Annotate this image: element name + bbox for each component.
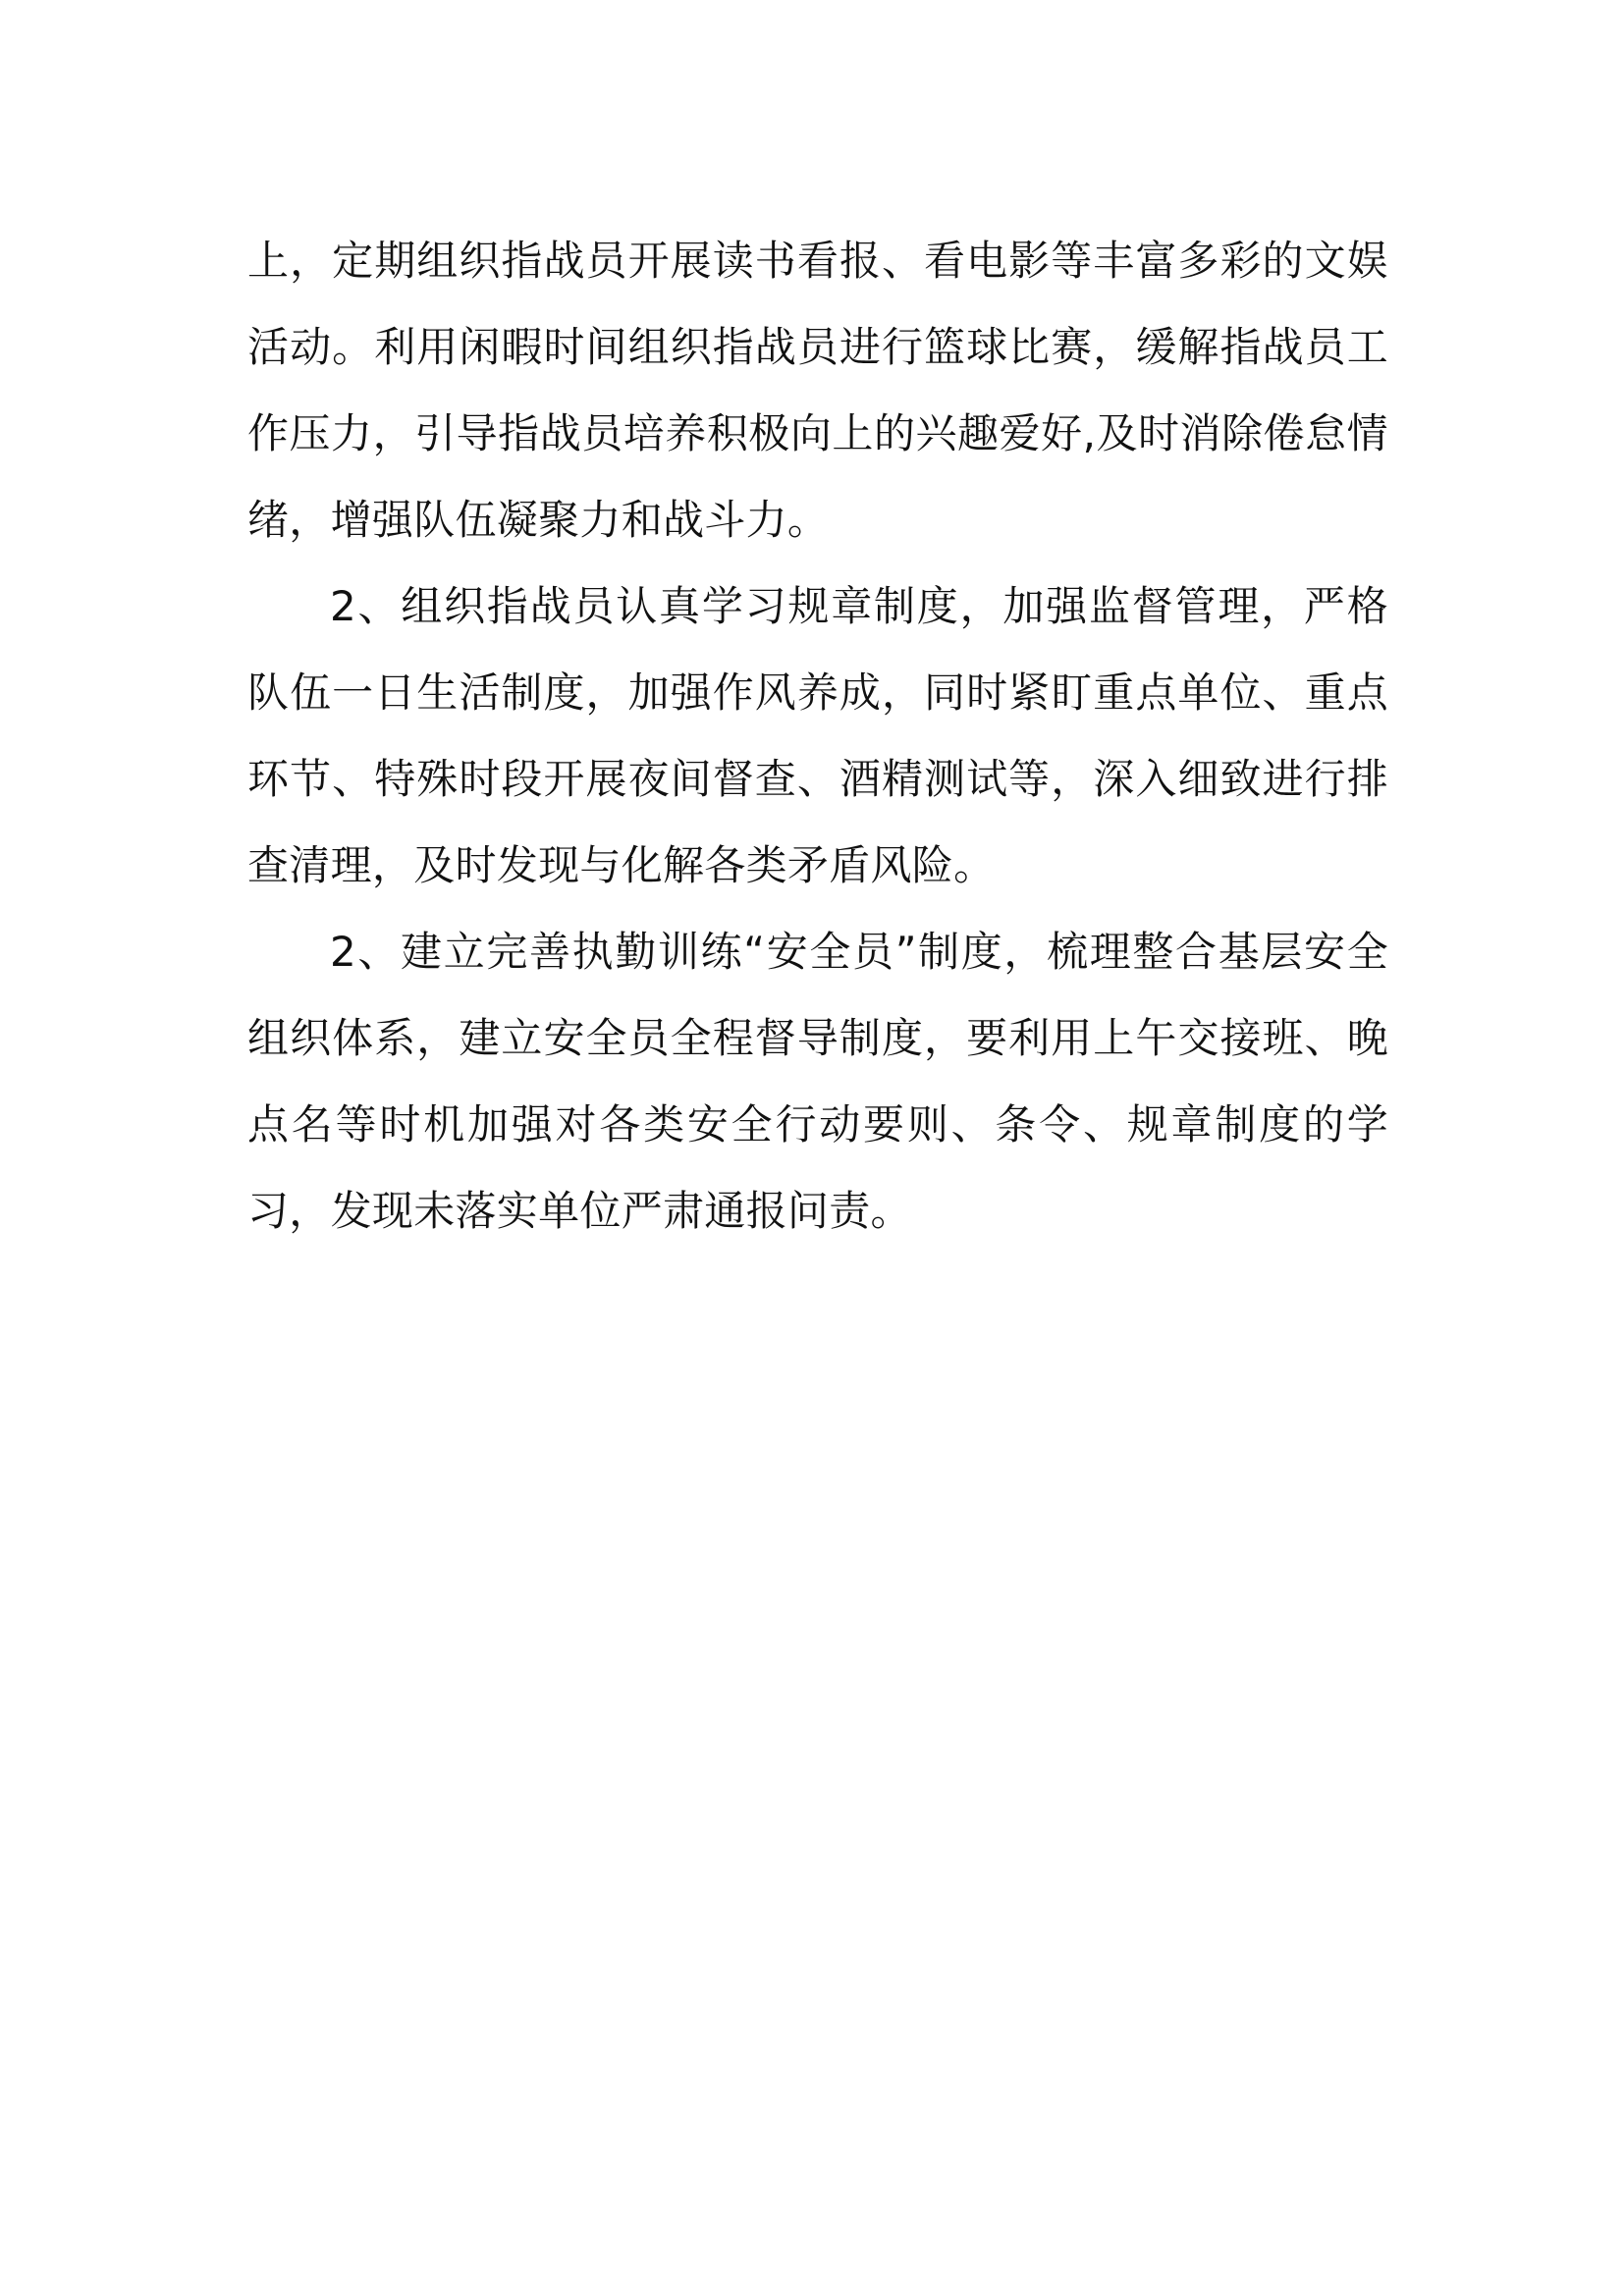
document-body [247,218,1388,1255]
paragraph-item-2-discipline: 2、组织指战员认真学习规章制度，加强监督管理，严格队伍一日生活制度，加强作风养成，同时紧盯重点单位、重点环节、特殊时段开展夜间督查、酒精测试等，深入细致进行排查清理，及时发现与化解各类矛盾风险。 [247,582,1388,889]
paragraph-item-2-safety-officer: 2、建立完善执勤训练“安全员”制度，梳理整合基层安全组织体系，建立安全员全程督导制度，要利用上午交接班、晚点名等时机加强对各类安全行动要则、条令、规章制度的学习，发现未落实单位严肃通报问责。 [247,928,1388,1235]
paragraph-continuation: 上，定期组织指战员开展读书看报、看电影等丰富多彩的文娱活动。利用闲暇时间组织指战员进行篮球比赛，缓解指战员工作压力，引导指战员培养积极向上的兴趣爱好,及时消除倦怠情绪，增强队伍凝聚力和战斗力。 [247,237,1388,544]
